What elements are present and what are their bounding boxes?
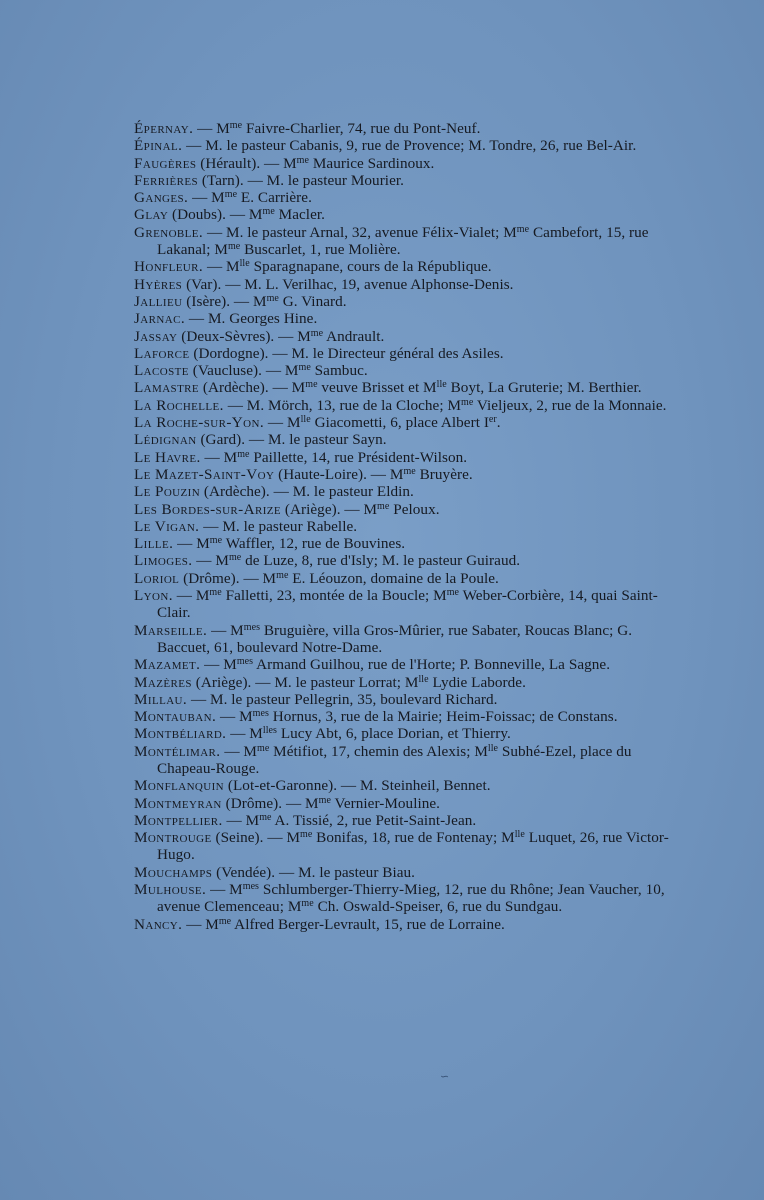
directory-entry	[134, 328, 674, 345]
directory-entry	[134, 501, 674, 518]
entry-place: Montbéliard.	[134, 725, 227, 743]
entry-place: Montélimar.	[134, 742, 221, 760]
directory-entry	[134, 345, 674, 362]
entry-text: — $M^{me}$ Alfred Berger-Levrault, 15, rue de Lorraine.	[182, 915, 505, 933]
directory-entry	[134, 725, 674, 742]
entry-place: Mulhouse.	[134, 881, 207, 899]
entry-text: (Ardèche). — M. le pasteur Eldin.	[200, 483, 414, 501]
directory-entry	[134, 795, 674, 812]
entry-place: Montpellier.	[134, 811, 223, 829]
entry-text: — $M^{lle}$ Sparagnapane, cours de la République.	[203, 258, 492, 276]
entry-place: Le Vigan.	[134, 517, 200, 535]
entry-place: Ganges.	[134, 189, 189, 207]
ink-smudge: ∽	[440, 1071, 450, 1083]
entry-place: Jallieu	[134, 292, 183, 310]
entry-place: Le Havre.	[134, 448, 201, 466]
directory-entry	[134, 587, 674, 622]
directory-entry	[134, 276, 674, 293]
directory-entry	[134, 864, 674, 881]
directory-entry	[134, 224, 674, 259]
directory-entry	[134, 674, 674, 691]
entry-text: (Ardèche). — $M^{me}$ veuve Brisset et $M^{lle}$ Boyt, La Gruterie; M. Berthier.	[199, 379, 642, 397]
entry-place: Jassay	[134, 327, 178, 345]
entry-place: Épernay.	[134, 120, 194, 137]
directory-entry	[134, 137, 674, 154]
entry-text: — $M^{mes}$ Hornus, 3, rue de la Mairie; Heim-Foissac; de Constans.	[216, 708, 618, 726]
directory-entry	[134, 552, 674, 569]
entry-place: Lille.	[134, 535, 174, 553]
directory-entry	[134, 829, 674, 864]
entry-place: La Rochelle.	[134, 396, 224, 414]
directory-entry	[134, 518, 674, 535]
entry-place: Montrouge	[134, 829, 212, 847]
directory-entry	[134, 881, 674, 916]
entry-text: — $M^{me}$ Paillette, 14, rue Président-Wilson.	[200, 448, 468, 466]
entry-place: Nancy.	[134, 915, 183, 933]
entry-text: — $M^{mes}$ Armand Guilhou, rue de l'Horte; P. Bonneville, La Sagne.	[200, 656, 611, 674]
entry-text: — $M^{mes}$ Bruguière, villa Gros-Mûrier, rue Sabater, Roucas Blanc; G. Baccuet, 61, boulevard Notre-Dame.	[157, 621, 633, 656]
entry-text: (Haute-Loire). — $M^{me}$ Bruyère.	[274, 465, 473, 483]
entry-text: — M. Georges Hine.	[185, 310, 318, 328]
directory-entry	[134, 431, 674, 448]
entry-text: — M. le pasteur Cabanis, 9, rue de Provence; M. Tondre, 26, rue Bel-Air.	[182, 137, 637, 155]
entry-text: — $M^{me}$ Faivre-Charlier, 74, rue du Pont-Neuf.	[193, 120, 481, 137]
directory-entry	[134, 916, 674, 933]
entry-place: Mazères	[134, 673, 192, 691]
directory-page	[134, 120, 674, 933]
entry-place: Mazamet.	[134, 656, 201, 674]
entry-text: (Vendée). — M. le pasteur Biau.	[212, 863, 416, 881]
entry-text: — $M^{me}$ Waffler, 12, rue de Bouvines.	[173, 535, 406, 553]
directory-entry	[134, 120, 674, 137]
entry-place: Glay	[134, 206, 169, 224]
directory-entry	[134, 777, 674, 794]
entry-text: — $M^{lle}$ Giacometti, 6, place Albert Ier.	[264, 414, 501, 432]
entry-place: Grenoble.	[134, 223, 204, 241]
directory-entry	[134, 483, 674, 500]
entry-text: — $M^{me}$ E. Carrière.	[188, 189, 312, 207]
entry-text: (Var). — M. L. Verilhac, 19, avenue Alphonse-Denis.	[182, 275, 514, 293]
entry-text: — $M^{mes}$ Schlumberger-Thierry-Mieg, 12, rue du Rhône; Jean Vaucher, 10, avenue Clemenceau; $M^{me}$ Ch. Oswald-Speiser, 6, rue du Sundgau.	[157, 881, 665, 916]
entry-place: Lédignan	[134, 431, 197, 449]
directory-entry	[134, 414, 674, 431]
entry-place: Loriol	[134, 569, 180, 587]
directory-entry	[134, 397, 674, 414]
directory-entry	[134, 379, 674, 396]
entry-text: — M. le pasteur Arnal, 32, avenue Félix-Vialet; $M^{me}$ Cambefort, 15, rue Lakanal; $M^{me}$ Buscarlet, 1, rue Molière.	[157, 223, 649, 259]
directory-entry	[134, 708, 674, 725]
entry-text: (Vaucluse). — $M^{me}$ Sambuc.	[188, 362, 368, 380]
entry-place: Monflanquin	[134, 777, 225, 795]
entry-text: (Seine). — $M^{me}$ Bonifas, 18, rue de Fontenay; $M^{lle}$ Luquet, 26, rue Victor-Hugo.	[157, 829, 669, 864]
directory-entry	[134, 691, 674, 708]
entry-text: — M. le pasteur Pellegrin, 35, boulevard Richard.	[187, 690, 498, 708]
directory-entry	[134, 449, 674, 466]
directory-entry	[134, 172, 674, 189]
entry-text: (Drôme). — $M^{me}$ E. Léouzon, domaine de la Poule.	[179, 569, 499, 587]
entry-place: Faugères	[134, 154, 197, 172]
entry-text: (Hérault). — $M^{me}$ Maurice Sardinoux.	[196, 154, 435, 172]
directory-entry	[134, 293, 674, 310]
entry-place: Honfleur.	[134, 258, 204, 276]
entry-place: Mouchamps	[134, 863, 213, 881]
directory-entry	[134, 622, 674, 657]
entry-place: Lacoste	[134, 362, 189, 380]
entry-text: — $M^{me}$ Métifiot, 17, chemin des Alexis; $M^{lle}$ Subhé-Ezel, place du Chapeau-Rouge.	[157, 742, 632, 777]
entry-text: (Gard). — M. le pasteur Sayn.	[196, 431, 387, 449]
directory-entry	[134, 743, 674, 778]
directory-list	[134, 120, 674, 933]
entry-text: — $M^{me}$ A. Tissié, 2, rue Petit-Saint-Jean.	[222, 811, 477, 829]
directory-entry	[134, 189, 674, 206]
directory-entry	[134, 466, 674, 483]
entry-place: La Roche-sur-Yon.	[134, 414, 265, 432]
entry-text: (Dordogne). — M. le Directeur général des Asiles.	[189, 344, 504, 362]
entry-place: Lyon.	[134, 587, 173, 605]
directory-entry	[134, 535, 674, 552]
entry-text: — M. le pasteur Rabelle.	[199, 517, 358, 535]
entry-text: (Doubs). — $M^{me}$ Macler.	[168, 206, 325, 224]
entry-place: Le Pouzin	[134, 483, 201, 501]
directory-entry	[134, 656, 674, 673]
entry-text: — $M^{me}$ de Luze, 8, rue d'Isly; M. le pasteur Guiraud.	[192, 552, 521, 570]
entry-place: Jarnac.	[134, 310, 186, 328]
entry-place: Montauban.	[134, 708, 217, 726]
entry-text: (Isère). — $M^{me}$ G. Vinard.	[182, 292, 347, 310]
entry-place: Montmeyran	[134, 794, 222, 812]
entry-text: (Drôme). — $M^{me}$ Vernier-Mouline.	[221, 794, 441, 812]
entry-place: Ferrières	[134, 171, 198, 189]
entry-text: (Ariège). — M. le pasteur Lorrat; $M^{lle}$ Lydie Laborde.	[191, 673, 526, 691]
entry-place: Épinal.	[134, 137, 183, 155]
entry-text: (Ariège). — $M^{me}$ Peloux.	[281, 500, 440, 518]
directory-entry	[134, 570, 674, 587]
directory-entry	[134, 310, 674, 327]
entry-text: (Tarn). — M. le pasteur Mourier.	[198, 171, 404, 189]
entry-place: Lamastre	[134, 379, 200, 397]
entry-place: Marseille.	[134, 621, 208, 639]
entry-place: Millau.	[134, 690, 188, 708]
entry-text: — M. Mörch, 13, rue de la Cloche; $M^{me}$ Vieljeux, 2, rue de la Monnaie.	[223, 396, 667, 414]
directory-entry	[134, 362, 674, 379]
entry-place: Le Mazet-Saint-Voy	[134, 465, 275, 483]
entry-text: — $M^{lles}$ Lucy Abt, 6, place Dorian, et Thierry.	[226, 725, 511, 743]
directory-entry	[134, 206, 674, 223]
entry-place: Limoges.	[134, 552, 193, 570]
directory-entry	[134, 155, 674, 172]
entry-place: Hyères	[134, 275, 183, 293]
directory-entry	[134, 812, 674, 829]
entry-text: (Lot-et-Garonne). — M. Steinheil, Bennet.	[224, 777, 491, 795]
directory-entry	[134, 258, 674, 275]
entry-place: Les Bordes-sur-Arize	[134, 500, 282, 518]
entry-text: (Deux-Sèvres). — $M^{me}$ Andrault.	[177, 327, 385, 345]
entry-text: — $M^{me}$ Falletti, 23, montée de la Boucle; $M^{me}$ Weber-Corbière, 14, quai Saint-Clair.	[157, 587, 658, 622]
entry-place: Laforce	[134, 344, 190, 362]
